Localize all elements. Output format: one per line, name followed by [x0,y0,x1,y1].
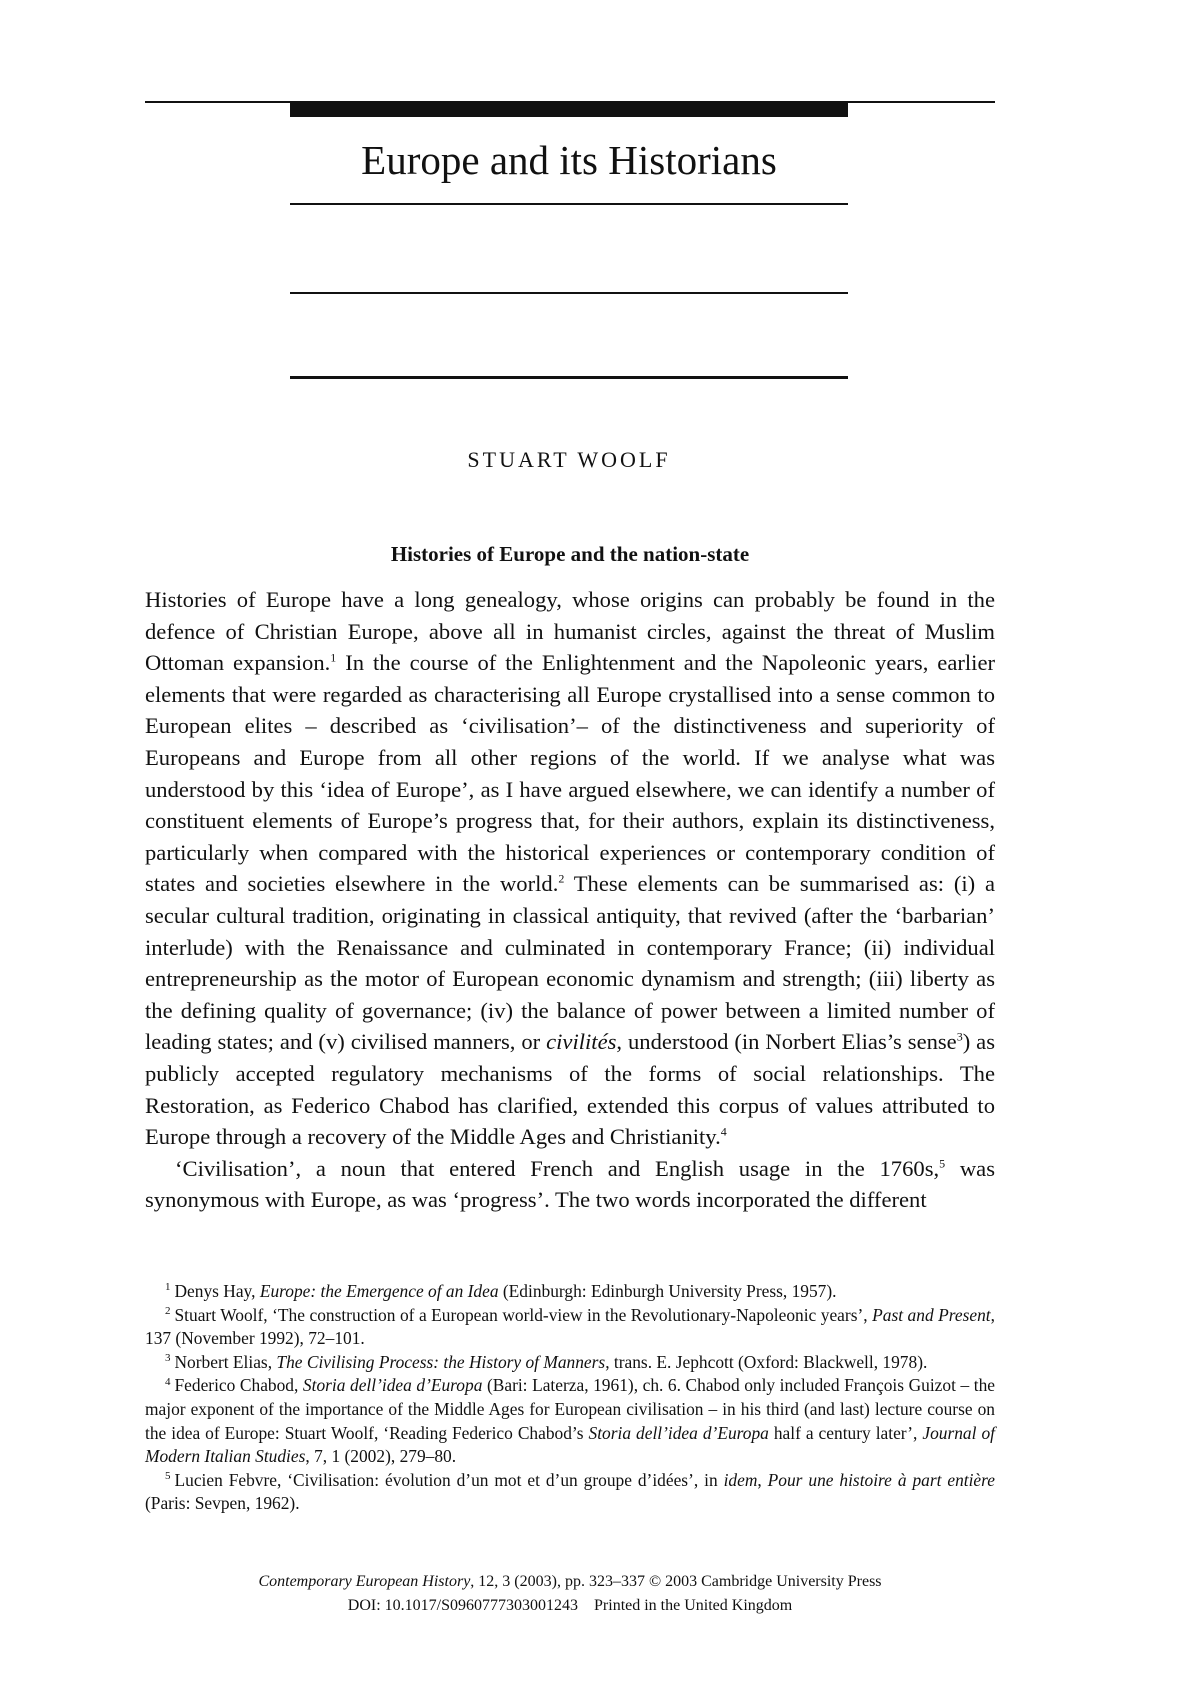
italic-title: idem [723,1469,758,1490]
footnote-ref[interactable]: 4 [720,1124,727,1139]
italic-title: Journal of Modern Italian Studies [145,1422,995,1467]
footnote-ref[interactable]: 3 [956,1029,963,1044]
text-run: Federico Chabod, [174,1375,303,1396]
footnotes [145,1280,995,1516]
journal-name: Contemporary European History [258,1573,471,1590]
text-run: (Bari: Laterza, 1961), ch. 6. Chabod only included François Guizot – the major exponent of the importance of the Middle Ages for European civilisation – in his third (and last) lecture course on the idea of Europe: Stuart Woolf, ‘Reading Federico Chabod’s [145,1375,995,1443]
italic-title: Past and Present [872,1304,991,1325]
text-run: , trans. E. Jephcott (Oxford: Blackwell, 1978). [605,1351,928,1372]
text-run: Lucien Febvre, ‘Civilisation: évolution d’un mot et d’un groupe d’idées’, in [174,1469,724,1490]
footnote-number: 3 [165,1351,171,1364]
paragraph [145,1153,995,1216]
italic-title: The Civilising Process: the History of Manners [276,1351,606,1372]
text-run: Denys Hay, [174,1281,260,1301]
italic-title: Pour une histoire à part entière [767,1469,995,1490]
text-run: , 7, 1 (2002), 279–80. [305,1446,457,1467]
text-run: Stuart Woolf, ‘The construction of a European world-view in the Revolutionary-Napoleonic years’, [174,1304,873,1325]
footnote-ref[interactable]: 1 [330,650,337,665]
footnote-number: 2 [165,1304,171,1317]
paragraph [145,584,995,1153]
text-run: , 137 (November 1992), 72–101. [145,1304,995,1349]
title-rule [290,376,848,379]
text-run: These elements can be summarised as: (i) a secular cultural tradition, originating in classical antiquity, that revived (after the ‘barbarian’ interlude) with the Renaissance and culminated in contemporary France; (ii) individual entrepreneurship as the motor of European economic dynamism and strength; (iii) liberty as the defining quality of governance; (iv) the balance of power between a limited number of leading states; and (v) civilised manners, or [145,871,995,1055]
text-run: In the course of the Enlightenment and the Napoleonic years, earlier elements that were regarded as characterising all Europe crystallised into a sense common to European elites – described as ‘civilisation’– of the distinctiveness and superiority of Europeans and Europe from all other regions of the world. If we analyse what was understood by this ‘idea of Europe’, as I have argued elsewhere, we can identify a number of constituent elements of Europe’s progress that, for their authors, explain its distinctiveness, particularly when compared with the historical experiences or contemporary condition of states and societies elsewhere in the world. [145,650,995,897]
italic-title: Storia dell’idea d’Europa [302,1375,483,1396]
text-run: , understood (in Norbert Elias’s sense [616,1029,957,1055]
text-run: (Edinburgh: Edinburgh University Press, 1957). [498,1281,837,1301]
text-run: half a century later’, [768,1422,923,1443]
italic-term: civilités [546,1029,617,1055]
footnote [145,1304,995,1351]
footnote-number: 4 [165,1375,171,1388]
italic-title: Storia dell’idea d’Europa [588,1422,769,1443]
doi-text[interactable]: DOI: 10.1017/S0960777303001243 [347,1597,579,1614]
citation-text: , 12, 3 (2003), pp. 323–337 © 2003 Cambridge University Press [470,1573,882,1590]
citation-line [145,1570,995,1594]
footnote [145,1351,995,1375]
footnote-number: 1 [165,1281,171,1294]
text-run: Norbert Elias, [174,1351,277,1372]
footnote [145,1280,995,1304]
text-run: (Paris: Sevpen, 1962). [145,1493,300,1514]
footnote [145,1374,995,1468]
text-run: ) as publicly accepted regulatory mechanisms of the forms of social relationships. The Restoration, as Federico Chabod has clarified, extended this corpus of values attributed to Europe through a recovery of the Middle Ages and Christianity. [145,1029,996,1150]
footnote-ref[interactable]: 5 [939,1156,946,1171]
article-title: Europe and its Historians [361,137,777,183]
text-run: Histories of Europe have a long genealogy, whose origins can probably be found in the defence of Christian Europe, above all in humanist circles, against the threat of Muslim Ottoman expansion. [145,587,995,676]
footnote-number: 5 [165,1469,171,1482]
body-text [145,584,995,1216]
journal-footer [145,1570,995,1618]
printed-text: Printed in the United Kingdom [594,1597,793,1614]
title-rule [290,203,848,205]
title-rule [290,292,848,294]
footnote-ref[interactable]: 2 [558,871,565,886]
title-bar [290,101,848,117]
text-run: ‘Civilisation’, a noun that entered French and English usage in the 1760s, [175,1155,940,1181]
author-name: STUART WOOLF [467,447,671,472]
text-run: was synonymous with Europe, as was ‘progress’. The two words incorporated the different [145,1155,996,1213]
text-run: , [757,1469,768,1490]
doi-line [145,1594,995,1618]
italic-title: Europe: the Emergence of an Idea [259,1281,499,1301]
section-heading: Histories of Europe and the nation-state [390,542,750,566]
footnote [145,1469,995,1516]
